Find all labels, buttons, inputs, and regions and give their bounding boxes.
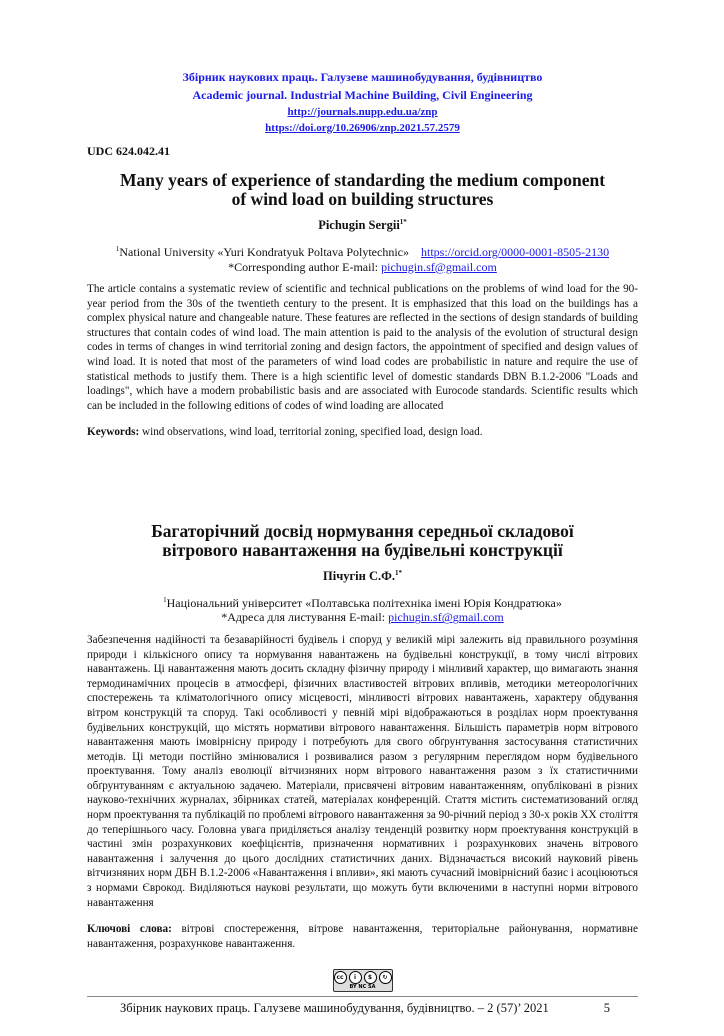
email-link-ua[interactable]: pichugin.sf@gmail.com: [388, 610, 504, 625]
title-ua-line2: вітрового навантаження на будівельні конструкції: [162, 539, 563, 560]
cc-license-badge[interactable]: [333, 969, 393, 992]
author-en-sup: 1*: [399, 217, 407, 226]
author-ua-sup: 1*: [395, 568, 402, 577]
udc: UDC 624.042.41: [87, 144, 170, 158]
journal-title-ua: Збірник наукових праць. Галузеве машинобудування, будівництво: [182, 70, 543, 84]
corresponding-label-ua: *Адреса для листування E-mail:: [221, 610, 386, 625]
license-badge-text: BY NC SA: [349, 984, 376, 991]
author-ua: [87, 569, 638, 584]
journal-url-link[interactable]: http://journals.nupp.edu.ua/znp: [287, 106, 438, 118]
abstract-ua: Забезпечення надійності та безаварійності будівель і споруд у великій мірі залежить від правильного розуміння природи і кількісного опису та нормування навантажень на будівельні конструкції, в тому числі вітрових навантажень. Ці навантаження мають досить складну фізичну природу і мінливий характер, що вимагають знання термодинамічних процесів в атмосфері, фізичних властивостей вітрових впливів, методики метеорологічних спостережень та кліматологічного опису місцевості, мінливості вітрових навантажень, характеру обдування вітром конструкцій та споруд. Такі особливості у певній мірі відображаються в розділах норм проектування будівельних конструкцій, що містять нормативи вітрового навантаження. Більшість параметрів норм вітрового навантаження мають імовірнісну природу і потребують для свого обґрунтування застосування статистичних методів. Ці методи постійно змінювалися і розвивалися разом з регулярним переглядом норм будівельного проектування. Тому аналіз еволюції вітчизняних норм вітрового навантаження разом з їх статистичними обґрунтуванням є актуальною задачею. Матеріали, присвячені вітровим навантаженням, опубліковані в різних науково-технічних журналах, збірниках статей, матеріалах конференцій. Стаття містить систематизований огляд норм проектування та публікацій по проблемі вітрового навантаження за 90-річний період з 30-х років ХХ століття до теперішнього часу. Головна увага приділяється аналізу тенденцій розвитку норм проектування конструкцій в частині змін розрахункових коефіцієнтів, призначення нормативних і розрахункових значень вітрового навантаження і залучення до цього дослідних статистичних даних. Відзначається високий науковий рівень вітчизняних норм ДБН В.1.2-2006 «Навантаження і впливи», які мають сучасний імовірнісний базис і асоціюються з нормами Єврокод. Виділяються наукові результати, що можуть бути включеними в наступні норми вітрового навантаження: [87, 633, 638, 909]
doi-link[interactable]: https://doi.org/10.26906/znp.2021.57.2579: [265, 122, 460, 134]
author-ua-name: Пічугін С.Ф.: [323, 568, 395, 583]
keywords-ua-label: Ключові слова:: [87, 923, 172, 936]
title-en: [87, 171, 638, 209]
keywords-en: [87, 425, 638, 440]
corresponding-label-en: *Corresponding author E-mail:: [228, 259, 379, 274]
orcid-link[interactable]: https://orcid.org/0000-0001-8505-2130: [421, 245, 610, 259]
abstract-en: The article contains a systematic review of scientific and technical publications on the problems of wind load for the 90-year period from the 30s of the twentieth century to the present. It is emphasized that this load on the buildings has a complex physical nature and changeable nature. These features are reflected in the sections of design standards of building structures that contain codes of wind load. The main attention is paid to the analysis of the evolution of structural design codes in terms of changes in wind territorial zoning and design factors, the appointment of specified and design values of wind load. It is noted that most of the parameters of wind load codes are probabilistic in nature and require the use of statistical methods to justify them. There is a high scientific level of domestic standards DBN B.1.2-2006 "Loads and loadings", which have a modern probabilistic basis and are associated with Eurocode standards. Scientific results which can be included in the following editions of codes of wind loading are allocated: [87, 283, 638, 412]
title-en-line1: Many years of experience of standarding the medium component: [119, 170, 606, 190]
affiliation-ua-sup: 1: [163, 595, 167, 604]
affiliation-en: [87, 245, 638, 274]
nc-icon: $: [364, 971, 377, 984]
cc-icon: cc: [334, 971, 347, 984]
keywords-en-text: wind observations, wind load, territorial zoning, specified load, design load.: [142, 426, 483, 439]
affiliation-en-sup: 1: [115, 245, 120, 253]
author-en-name: Pichugin Sergii: [318, 218, 400, 232]
sa-icon: ↻: [379, 971, 392, 984]
keywords-ua: [87, 922, 638, 951]
page-number: 5: [603, 1001, 610, 1016]
title-ua: [87, 522, 638, 560]
author-en: [87, 218, 638, 233]
footer-text: Збірник наукових праць. Галузеве машинобудування, будівництво. – 2 (57)’ 2021: [120, 1001, 549, 1016]
keywords-en-label: Keywords:: [87, 426, 140, 439]
title-en-line2: of wind load on building structures: [231, 189, 494, 209]
keywords-ua-text: вітрові спостереження, вітрове навантаження, територіальне районування, нормативне навантаження, розрахункове навантаження.: [87, 923, 638, 950]
affiliation-ua: [87, 596, 638, 625]
affiliation-ua-text: Національний університет «Полтавська політехніка імені Юрія Кондратюка»: [166, 595, 562, 610]
email-link-en[interactable]: pichugin.sf@gmail.com: [381, 259, 497, 274]
journal-title-en: Academic journal. Industrial Machine Building, Civil Engineering: [192, 88, 533, 102]
title-ua-line1: Багаторічний досвід нормування середньої складової: [151, 520, 574, 541]
affiliation-en-text: National University «Yuri Kondratyuk Poltava Polytechnic»: [119, 245, 409, 259]
footer: [87, 997, 638, 1016]
by-icon: i: [349, 971, 362, 984]
